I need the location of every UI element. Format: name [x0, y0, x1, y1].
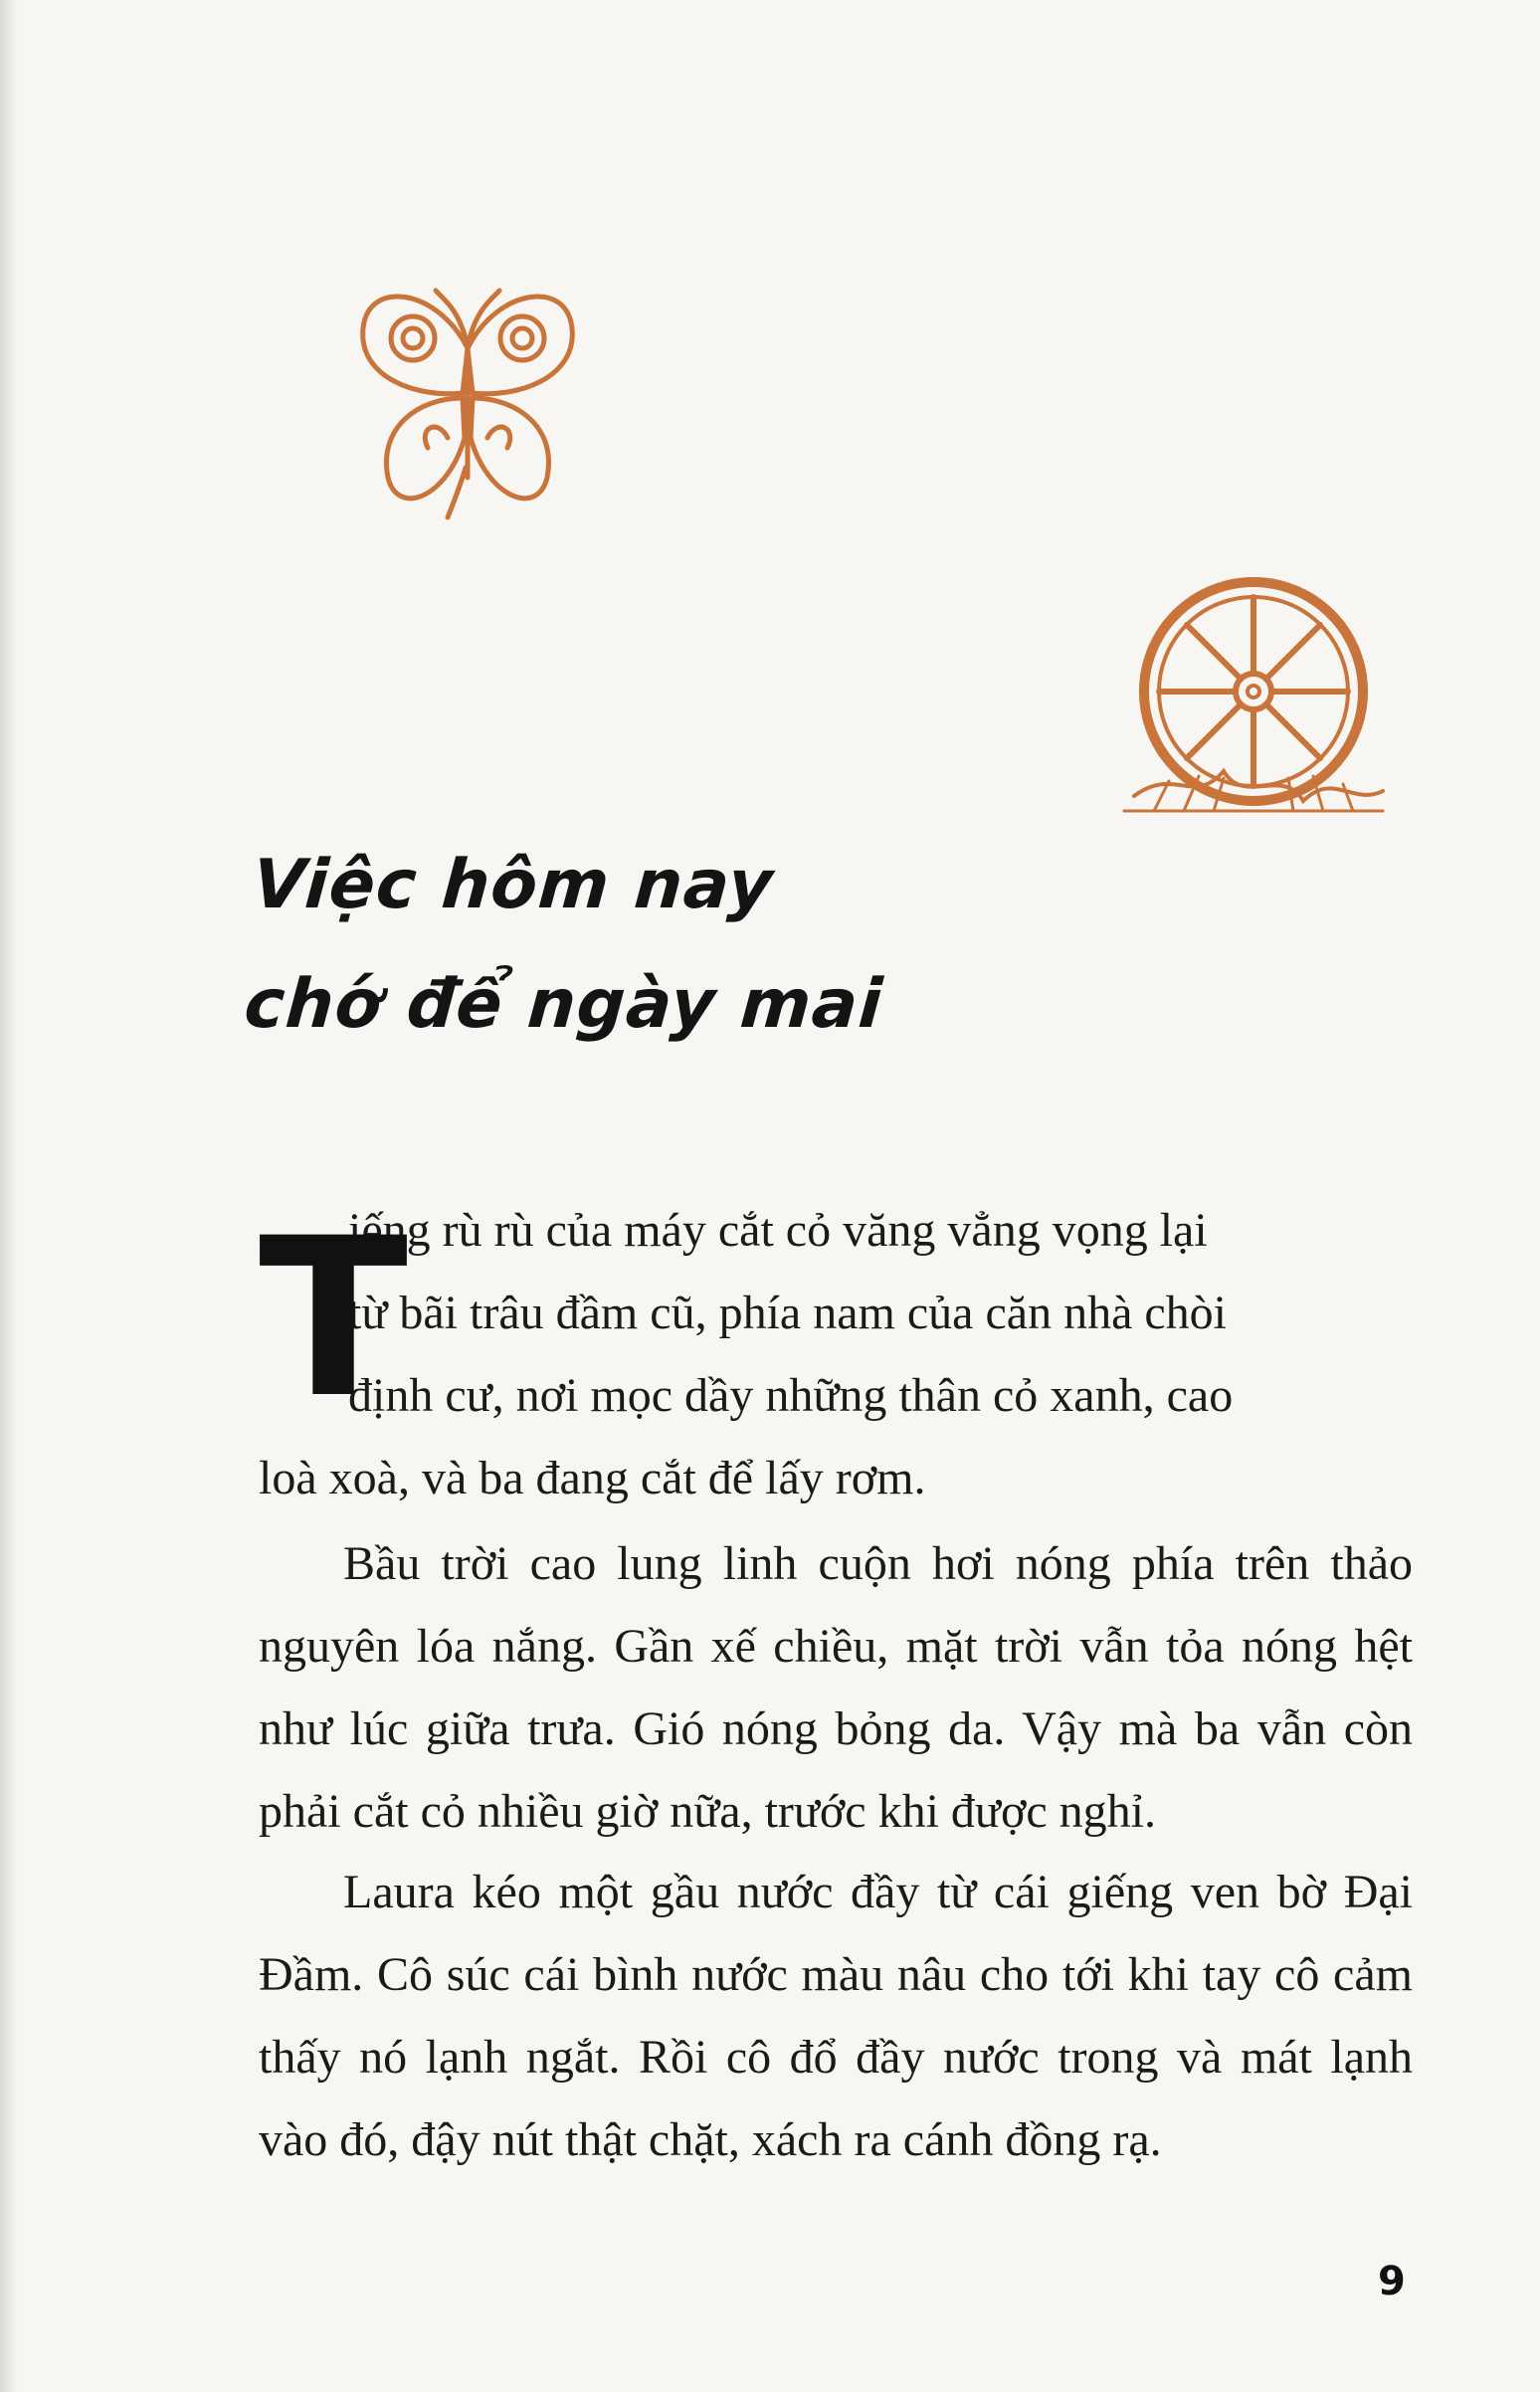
paragraph-1-line-3: định cư, nơi mọc dầy những thân cỏ xanh, cao [348, 1369, 1234, 1422]
paragraph-1-line-1: iếng rù rù của máy cắt cỏ văng vẳng vọng lại [348, 1204, 1208, 1257]
page-number: 9 [1378, 2259, 1406, 2304]
drop-cap: T [259, 1191, 409, 1446]
paragraph-1-line-4: loà xoà, và ba đang cắt để lấy rơm. [259, 1452, 926, 1504]
chapter-title-line-2: chớ để ngày mai [242, 965, 886, 1044]
paragraph-3: Laura kéo một gầu nước đầy từ cái giếng ven bờ Đại Đầm. Cô súc cái bình nước màu nâu cho tới khi tay cô cảm thấy nó lạnh ngắt. Rồi cô đổ đầy nước trong và mát lạnh vào đó, đậy nút thật chặt, xách ra cánh đồng rạ. [259, 1866, 1413, 2166]
chapter-title-line-1: Việc hôm nay [250, 846, 777, 924]
paragraph-1-line-2: từ bãi trâu đầm cũ, phía nam của căn nhà chòi [348, 1287, 1228, 1339]
paragraph-1 [259, 1189, 1413, 1519]
chapter-title [241, 826, 895, 1065]
butterfly-icon [348, 279, 587, 527]
page-edge-shadow [0, 0, 18, 2392]
paragraph-2: Bầu trời cao lung linh cuộn hơi nóng phía trên thảo nguyên lóa nắng. Gần xế chiều, mặt trời vẫn tỏa nóng hệt như lúc giữa trưa. Gió nóng bỏng da. Vậy mà ba vẫn còn phải cắt cỏ nhiều giờ nữa, trước khi được nghỉ. [259, 1537, 1413, 1838]
wagon-wheel-icon [1114, 567, 1393, 846]
